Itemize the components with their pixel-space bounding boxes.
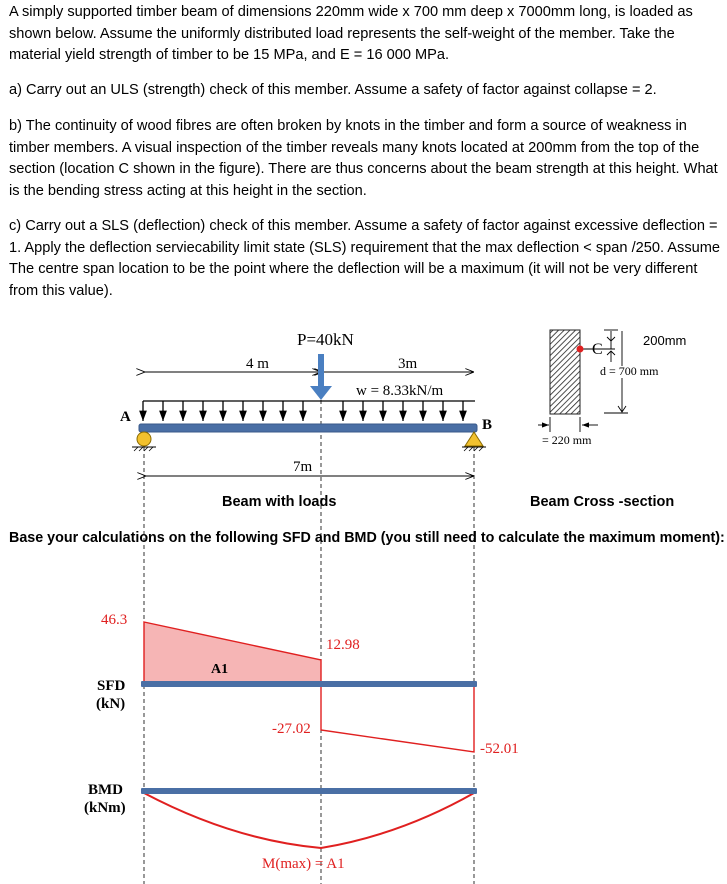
- bmd-label-line1: BMD: [88, 782, 123, 798]
- bmd-diagram: [141, 788, 477, 848]
- cross-section-caption: Beam Cross -section: [530, 494, 675, 510]
- sfd-area-label: A1: [211, 662, 229, 677]
- udl-label: w = 8.33kN/m: [356, 383, 444, 399]
- problem-part-c: c) Carry out a SLS (deflection) check of this member. Assume a safety of factor against excessive deflection = 1. Apply the deflection serviecability limit state (SLS) requirement that the max deflection < span /250. Assume The centre span location to be the point where the deflection will be a maximum (it will not be very different from this value).: [9, 218, 721, 299]
- point-load-label: P=40kN: [297, 330, 354, 349]
- bmd-label-line2: (kNm): [84, 800, 126, 816]
- cross-section-drawing: [538, 330, 628, 432]
- dimension-left-label: 4 m: [246, 356, 269, 372]
- dimension-right-label: 3m: [398, 356, 418, 372]
- sfd-negative-segment: [321, 684, 474, 752]
- cross-section-top-dim: 200mm: [643, 333, 687, 348]
- span-label: 7m: [293, 459, 313, 475]
- problem-part-b: b) The continuity of wood fibres are often broken by knots in the timber and form a source of weakness in timber members. A visual inspection of the timber reveals many knots located at 200mm from the top of the section (location C shown in the figure). There are thus concerns about the beam strength at this height. What is the bending stress acting at this height in the section.: [9, 118, 718, 199]
- beam-figure-caption: Beam with loads: [222, 494, 337, 510]
- support-b-label: B: [482, 417, 493, 433]
- cross-section-depth: d = 700 mm: [600, 364, 659, 378]
- point-c-marker: [577, 346, 584, 353]
- sfd-axis-beam: [141, 681, 477, 687]
- bmd-curve: [144, 793, 474, 848]
- problem-intro: A simply supported timber beam of dimensions 220mm wide x 700 mm deep x 7000mm long, is loaded as shown below. Assume the uniformly distributed load represents the self-weight of the member. Take the material yield strength of timber to be 15 MPa, and E = 16 000 MPa.: [9, 4, 693, 63]
- sfd-label-line2: (kN): [96, 696, 126, 712]
- problem-part-a: a) Carry out an ULS (strength) check of this member. Assume a safety of factor against collapse = 2.: [9, 82, 657, 98]
- sfd-value-right-of-load: -27.02: [272, 721, 311, 737]
- sfd-value-left-of-load: 12.98: [326, 637, 360, 653]
- bmd-axis-beam: [141, 788, 477, 794]
- sfd-value-end: -52.01: [480, 741, 519, 757]
- udl-arrows: [143, 401, 475, 421]
- beam: [139, 424, 477, 432]
- sfd-label-line1: SFD: [97, 678, 126, 694]
- bmd-max-label: M(max) = A1: [262, 856, 345, 872]
- cross-section-width: = 220 mm: [542, 433, 592, 447]
- sfd-value-start: 46.3: [101, 612, 128, 628]
- point-load-arrow: [310, 354, 332, 400]
- sfd-area-a1: [144, 622, 321, 684]
- instruction-text: Base your calculations on the following SFD and BMD (you still need to calculate the maximum moment):: [9, 530, 725, 546]
- guide-lines: [144, 372, 474, 884]
- point-c-label: C: [592, 341, 603, 358]
- support-a-label: A: [120, 409, 131, 425]
